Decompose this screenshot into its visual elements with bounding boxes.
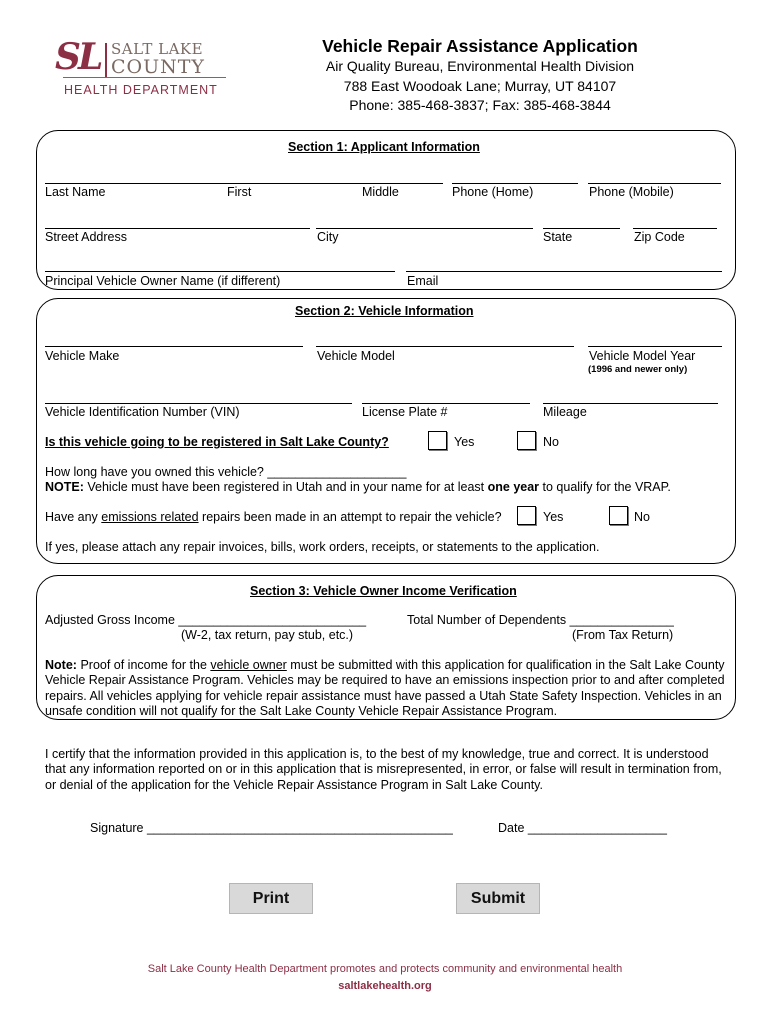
vin-label: Vehicle Identification Number (VIN) (45, 405, 240, 419)
owner-name-label: Principal Vehicle Owner Name (if different) (45, 274, 281, 288)
income-note (45, 658, 725, 719)
email-field[interactable] (406, 271, 722, 272)
vrap-note-text-a: Vehicle must have been registered in Utah and in your name for at least (87, 480, 485, 494)
plate-field[interactable] (362, 403, 530, 404)
registered-no-label: No (543, 435, 559, 449)
section2-title: Section 2: Vehicle Information (295, 304, 474, 318)
header-line3: Phone: 385-468-3837; Fax: 385-468-3844 (349, 97, 611, 113)
model-field[interactable] (316, 346, 574, 347)
date-field[interactable]: Date ____________________ (498, 821, 667, 835)
state-label: State (543, 230, 573, 244)
vin-field[interactable] (45, 403, 352, 404)
submit-button[interactable]: Submit (456, 883, 540, 914)
phone-mobile-field[interactable] (588, 183, 721, 184)
dependents-field[interactable]: Total Number of Dependents _______________ (407, 613, 674, 627)
emissions-yes-checkbox[interactable] (517, 506, 536, 525)
emissions-no-checkbox[interactable] (609, 506, 628, 525)
footer-url[interactable]: saltlakehealth.org (338, 980, 432, 992)
registered-yes-checkbox[interactable] (428, 431, 447, 450)
logo-line1: SALT LAKE (111, 40, 204, 58)
agi-sub: (W-2, tax return, pay stub, etc.) (181, 628, 354, 642)
make-label: Vehicle Make (45, 349, 120, 363)
emissions-q-a: Have any (45, 510, 98, 524)
model-label: Vehicle Model (317, 349, 395, 363)
dependents-sub: (From Tax Return) (572, 628, 674, 642)
registered-no-checkbox[interactable] (517, 431, 536, 450)
vrap-note (45, 480, 671, 494)
state-field[interactable] (543, 228, 620, 229)
logo-divider (105, 43, 107, 77)
mileage-field[interactable] (543, 403, 718, 404)
logo (55, 36, 230, 102)
emissions-question (45, 510, 502, 524)
form-title: Vehicle Repair Assistance Application (322, 36, 638, 56)
income-note-b: must be submitted with this application for qualification in the Salt Lake County Vehicle Repair Assistance Program. Vehicles may be required to have an emissions inspection prior to and after completed repairs. All vehicles applying for vehicle repair assistance must have passed a Utah State Safety Inspection. Vehicles in an unsafe condition will not qualify for the Salt Lake County Vehicle Repair Assistance Program. (45, 658, 725, 718)
signature-field[interactable]: Signature ____________________________________________ (90, 821, 453, 835)
section1-title: Section 1: Applicant Information (288, 140, 480, 154)
vrap-note-label: NOTE: (45, 480, 84, 494)
phone-mobile-label: Phone (Mobile) (589, 185, 674, 199)
section2-box (36, 298, 736, 564)
header-line1: Air Quality Bureau, Environmental Health Division (325, 58, 635, 74)
year-note: (1996 and newer only) (588, 364, 688, 375)
email-label: Email (407, 274, 439, 288)
street-label: Street Address (45, 230, 127, 244)
header-line2: 788 East Woodoak Lane; Murray, UT 84107 (343, 78, 617, 94)
make-field[interactable] (45, 346, 303, 347)
middle-name-label: Middle (362, 185, 399, 199)
owned-question: How long have you owned this vehicle? ____________________ (45, 465, 407, 479)
attach-note: If yes, please attach any repair invoices, bills, work orders, receipts, or statements to the application. (45, 540, 600, 554)
section1-box (36, 130, 736, 290)
street-field[interactable] (45, 228, 310, 229)
logo-rule (63, 77, 226, 78)
income-note-underlined: vehicle owner (210, 658, 287, 672)
phone-home-label: Phone (Home) (452, 185, 534, 199)
phone-home-field[interactable] (452, 183, 578, 184)
income-note-a: Proof of income for the (80, 658, 207, 672)
section3-title: Section 3: Vehicle Owner Income Verification (250, 584, 517, 598)
emissions-yes-label: Yes (543, 510, 564, 524)
first-name-label: First (227, 185, 252, 199)
year-field[interactable] (588, 346, 722, 347)
owner-name-field[interactable] (45, 271, 395, 272)
zip-field[interactable] (633, 228, 717, 229)
vrap-note-bold: one year (487, 480, 540, 494)
emissions-q-underlined: emissions related (101, 510, 199, 524)
city-field[interactable] (316, 228, 533, 229)
zip-label: Zip Code (634, 230, 685, 244)
last-first-middle-field[interactable] (45, 183, 443, 184)
mileage-label: Mileage (543, 405, 587, 419)
vrap-note-text-b: to qualify for the VRAP. (542, 480, 671, 494)
certification-text: I certify that the information provided in this application is, to the best of my knowledge, true and correct. It is understood that any information reported on or in this application that is misrepresented, in error, or false will result in termination from, or denial of the application for the Vehicle Repair Assistance Program in Salt Lake County. (45, 747, 722, 792)
print-button[interactable]: Print (229, 883, 313, 914)
city-label: City (317, 230, 339, 244)
logo-line2: COUNTY (111, 56, 205, 78)
plate-label: License Plate # (362, 405, 448, 419)
emissions-no-label: No (634, 510, 650, 524)
registered-yes-label: Yes (454, 435, 475, 449)
last-name-label: Last Name (45, 185, 106, 199)
footer-tagline: Salt Lake County Health Department promotes and protects community and environmental health (147, 963, 623, 975)
registered-question: Is this vehicle going to be registered in Salt Lake County? (45, 435, 389, 449)
income-note-label: Note: (45, 658, 77, 672)
logo-mark: SL (55, 36, 101, 78)
agi-field[interactable]: Adjusted Gross Income ___________________________ (45, 613, 367, 627)
emissions-q-b: repairs been made in an attempt to repair the vehicle? (202, 510, 502, 524)
logo-line3: HEALTH DEPARTMENT (64, 83, 218, 97)
year-label: Vehicle Model Year (589, 349, 696, 363)
